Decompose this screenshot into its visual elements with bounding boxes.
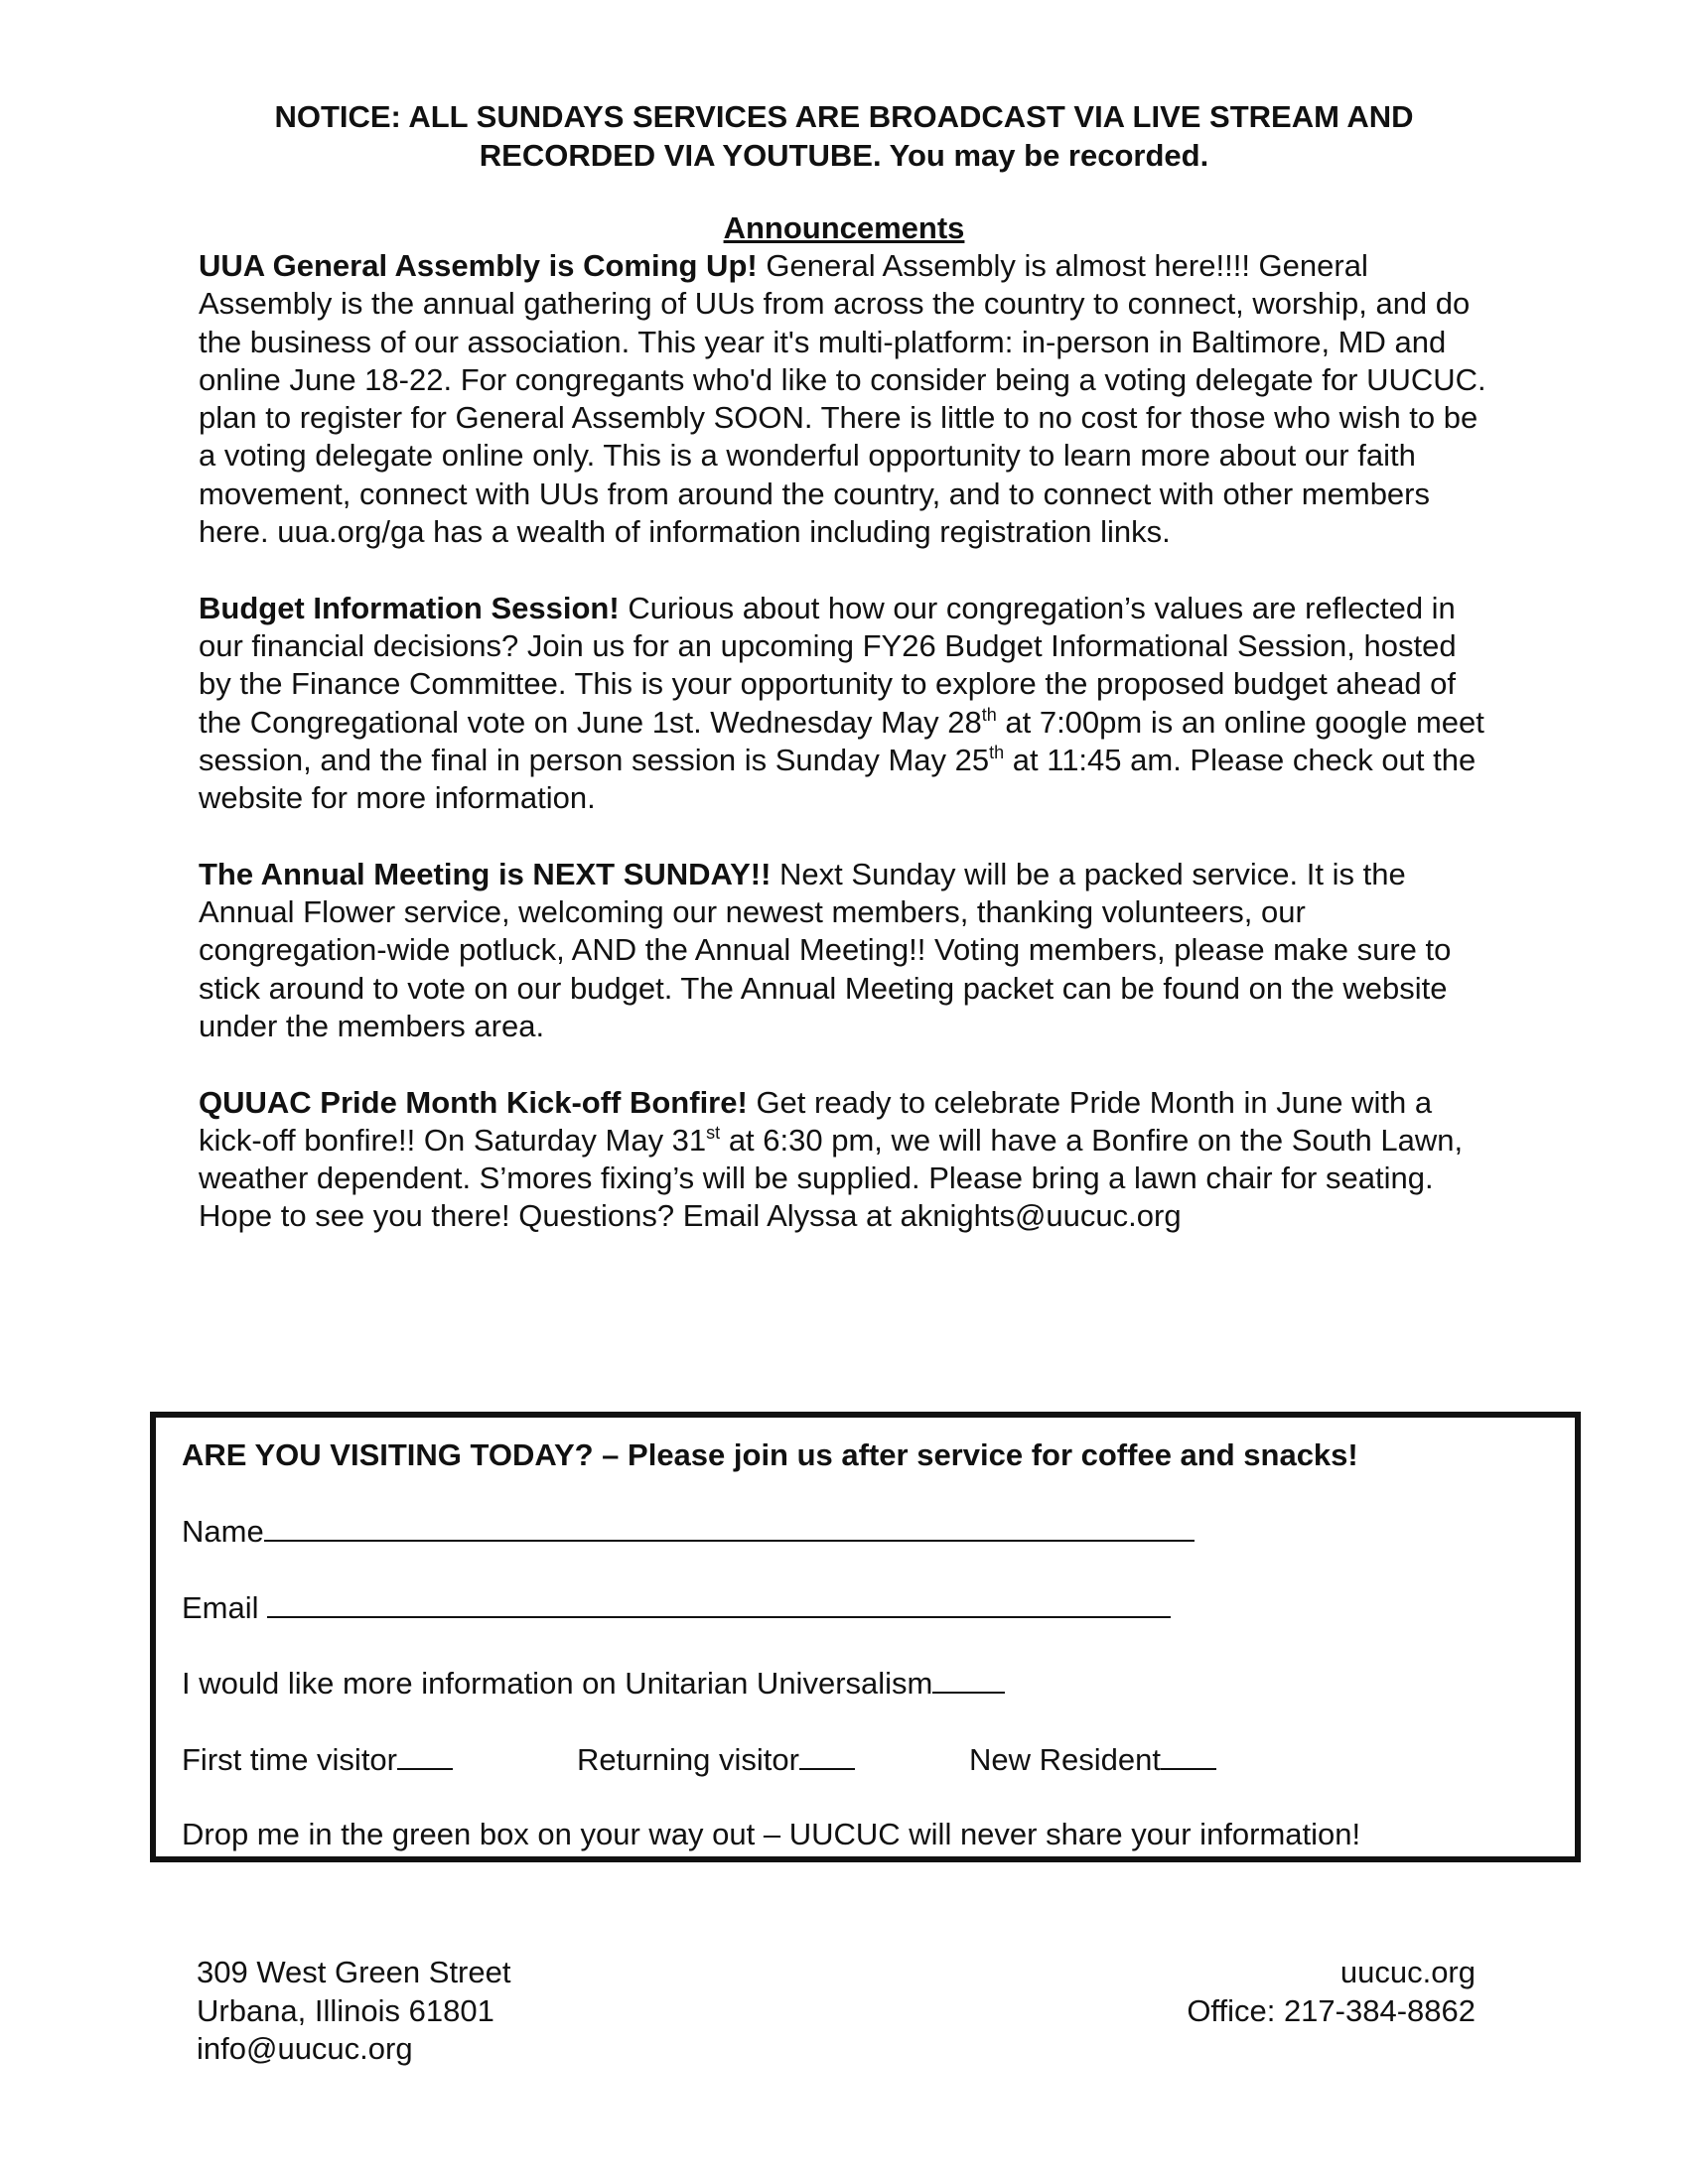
announcement-title: UUA General Assembly is Coming Up!	[199, 248, 758, 283]
new-resident-option	[969, 1740, 1216, 1779]
first-time-visitor-option	[182, 1740, 453, 1779]
announcement-body-part-2: at 6:30 pm, we will have a Bonfire on the South Lawn, weather dependent. S’mores fixing’s will be supplied. Please bring a lawn chair for seating. Hope to see you there! Questions? Email Alyssa at aknights@uucuc.org	[199, 1122, 1464, 1234]
visitor-card-instructions: Drop me in the green box on your way out – UUCUC will never share your information!	[182, 1817, 1361, 1851]
name-field[interactable]	[264, 1512, 1195, 1542]
announcement-body-part-1: Curious about how our congregation’s values are reflected in our financial decisions? Join us for an upcoming FY26 Budget Informational Session, hosted by the Finance Committee. This is your opportunity to explore the proposed budget ahead of the Congregational vote on June 1st. Wednesday May 28	[199, 590, 1457, 740]
name-field-row	[182, 1512, 1195, 1551]
broadcast-notice	[149, 97, 1539, 175]
contact-email: info@uucuc.org	[197, 2031, 413, 2066]
announcement-body: General Assembly is almost here!!!! General Assembly is the annual gathering of UUs from across the country to connect, worship, and do the business of our association. This year it's multi-platform: in-person in Baltimore, MD and online June 18-22. For congregants who'd like to consider being a voting delegate for UUCUC. plan to register for General Assembly SOON. There is little to no cost for those who wish to be a voting delegate online only. This is a wonderful opportunity to learn more about our faith movement, connect with UUs from around the country, and to connect with other members here. uua.org/ga has a wealth of information including registration links.	[199, 248, 1486, 550]
visitor-card	[150, 1412, 1581, 1862]
email-field[interactable]	[267, 1588, 1171, 1618]
ordinal-suffix: th	[989, 742, 1005, 762]
announcement-budget-session	[199, 590, 1489, 818]
returning-visitor-option	[577, 1740, 855, 1779]
announcement-title: The Annual Meeting is NEXT SUNDAY!!	[199, 856, 772, 891]
address-line-2: Urbana, Illinois 61801	[197, 1992, 494, 2028]
website: uucuc.org	[1339, 1955, 1476, 1989]
new-resident-label: New Resident	[969, 1742, 1161, 1777]
announcement-pride-bonfire	[199, 1084, 1489, 1236]
first-time-visitor-blank[interactable]	[397, 1740, 453, 1770]
new-resident-blank[interactable]	[1161, 1740, 1216, 1770]
announcement-general-assembly	[199, 247, 1489, 551]
returning-visitor-label: Returning visitor	[577, 1742, 799, 1777]
announcement-body-part-1: Get ready to celebrate Pride Month in June with a kick-off bonfire!! On Saturday May 31	[199, 1084, 1433, 1158]
email-label: Email	[182, 1590, 259, 1625]
announcement-title: Budget Information Session!	[199, 590, 620, 625]
notice-line-2: RECORDED VIA YOUTUBE. You may be recorded.	[479, 138, 1209, 173]
office-phone: Office: 217-384-8862	[1187, 1992, 1476, 2028]
announcements-list	[199, 247, 1489, 1274]
ordinal-suffix: th	[981, 704, 997, 725]
name-label: Name	[182, 1514, 264, 1549]
visitor-type-row	[182, 1740, 1175, 1778]
more-info-blank[interactable]	[932, 1664, 1005, 1694]
first-time-visitor-label: First time visitor	[182, 1742, 397, 1777]
announcement-body: Next Sunday will be a packed service. It is the Annual Flower service, welcoming our newest members, thanking volunteers, our congregation-wide potluck, AND the Annual Meeting!! Voting members, please make sure to stick around to vote on our budget. The Annual Meeting packet can be found on the website under the members area.	[199, 856, 1452, 1043]
footer-contact	[1187, 1954, 1476, 2030]
returning-visitor-blank[interactable]	[799, 1740, 855, 1770]
ordinal-suffix: st	[706, 1122, 721, 1143]
address-line-1: 309 West Green Street	[197, 1955, 511, 1989]
announcements-heading: Announcements	[723, 210, 965, 245]
announcement-annual-meeting	[199, 856, 1489, 1045]
more-info-row	[182, 1664, 1005, 1703]
announcement-body-part-2: at 7:00pm is an online google meet session, and the final in person session is Sunday May 25	[199, 704, 1484, 777]
announcement-body-part-3: at 11:45 am. Please check out the website for more information.	[199, 742, 1477, 816]
visitor-card-title: ARE YOU VISITING TODAY? – Please join us after service for coffee and snacks!	[182, 1437, 1358, 1472]
notice-line-1: NOTICE: ALL SUNDAYS SERVICES ARE BROADCAST VIA LIVE STREAM AND	[274, 99, 1414, 134]
email-field-row	[182, 1588, 1171, 1627]
footer-address	[197, 1954, 510, 2069]
announcement-title: QUUAC Pride Month Kick-off Bonfire!	[199, 1084, 748, 1120]
more-info-label: I would like more information on Unitarian Universalism	[182, 1666, 933, 1701]
